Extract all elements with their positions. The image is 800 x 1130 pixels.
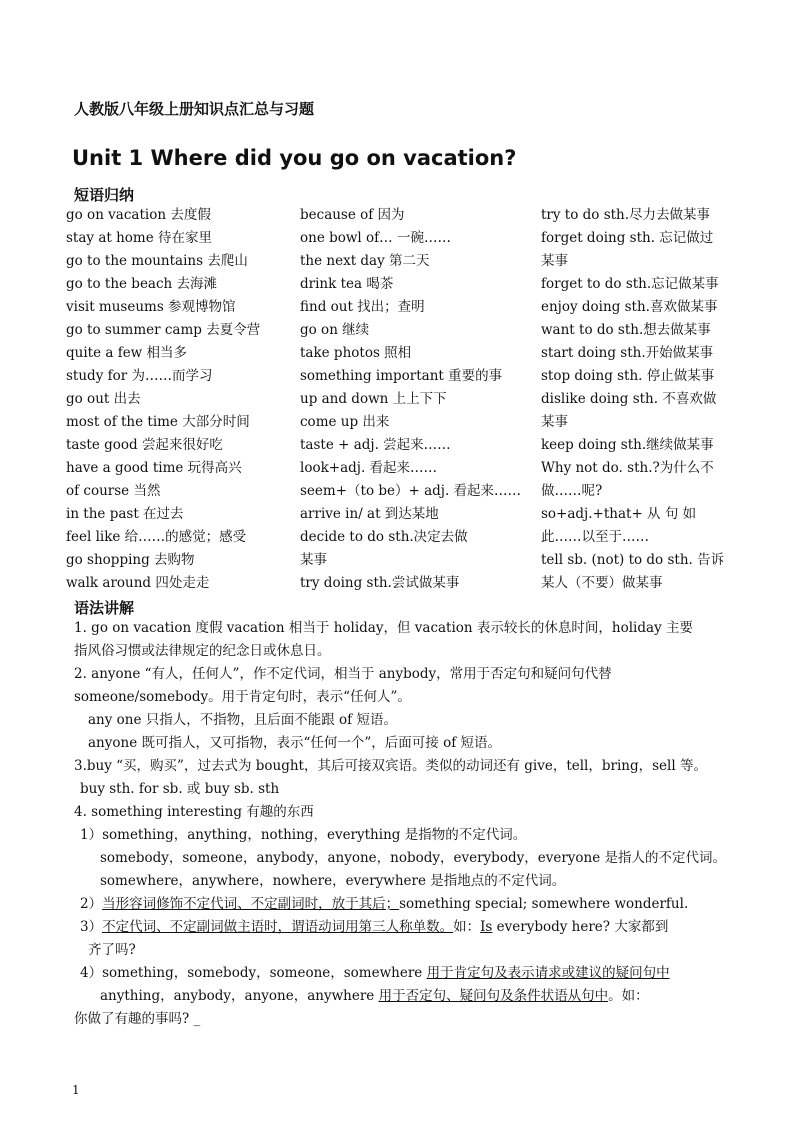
phrase-item: feel like 给……的感觉；感受 [66,529,247,545]
grammar-item-4-4b-underlined: 用于否定句、疑问句及条件状语从句中 [378,988,609,1004]
grammar-item-4-3-prefix: 3） [80,919,103,935]
grammar-item-1-line-b: 指风俗习惯或法律规定的纪念日或休息日。 [74,643,331,659]
phrase-item: forget doing sth. 忘记做过 [541,230,714,246]
phrase-item: dislike doing sth. 不喜欢做 [541,391,717,407]
grammar-item-4-2 [80,893,688,916]
grammar-item-4-1-line-b: somebody，someone，anybody，anyone，nobody，everybody，everyone 是指人的不定代词。 [100,850,727,866]
document-title: 人教版八年级上册知识点汇总与习题 [74,100,315,118]
phrase-item: decide to do sth.决定去做 [300,529,468,545]
phrase-item: most of the time 大部分时间 [66,414,250,430]
grammar-item-4-1-line-c: somewhere，anywhere，nowhere，everywhere 是指地点的不定代词。 [100,873,566,889]
grammar-item-4-3-line-b: 齐了吗? [88,942,136,958]
phrase-item: want to do sth.想去做某事 [541,322,711,338]
phrase-item: something important 重要的事 [300,368,503,384]
grammar-item-4-3 [80,916,668,939]
phrase-item: walk around 四处走走 [66,575,210,591]
phrase-item: start doing sth.开始做某事 [541,345,714,361]
grammar-item-2-line-a: 2. anyone “有人，任何人”，作不定代词，相当于 anybody，常用于否定句和疑问句代替 [74,666,612,682]
phrase-item: come up 出来 [300,414,390,430]
phrase-item: up and down 上上下下 [300,391,447,407]
grammar-item-4-3-mid: 如： [453,919,481,935]
phrase-item: keep doing sth.继续做某事 [541,437,714,453]
phrase-item: take photos 照相 [300,345,412,361]
phrase-item: taste good 尝起来很好吃 [66,437,223,453]
phrase-item: go on 继续 [300,322,370,338]
phrase-item: go out 出去 [66,391,141,407]
phrase-item: 某事 [300,552,327,568]
grammar-item-4-4a-prefix: 4）something，somebody，someone，somewhere [80,965,427,981]
phrase-item: of course 当然 [66,483,161,499]
phrase-item: the next day 第二天 [300,253,430,269]
grammar-item-4-2-underlined: 当形容词修饰不定代词、不定副词时，放于其后； [102,896,400,912]
grammar-item-4-5: 你做了有趣的事吗? _ [74,1011,201,1027]
phrase-item: Why not do. sth.?为什么不 [541,460,714,476]
phrase-item: 某事 [541,253,568,269]
phrase-item: drink tea 喝茶 [300,276,394,292]
phrase-column-1 [66,204,260,595]
grammar-item-2-line-c: any one 只指人，不指物，且后面不能跟 of 短语。 [88,712,397,728]
phrase-item: enjoy doing sth.喜欢做某事 [541,299,718,315]
grammar-item-4-3-underlined: 不定代词、不定副词做主语时，谓语动词用第三人称单数。 [102,919,454,935]
phrase-item: quite a few 相当多 [66,345,188,361]
grammar-item-2-line-b: someone/somebody。用于肯定句时，表示“任何人”。 [74,689,411,705]
phrase-item: in the past 在过去 [66,506,184,522]
grammar-item-4: 4. something interesting 有趣的东西 [74,804,314,820]
phrase-item: 某人（不要）做某事 [541,575,663,591]
phrase-item: 此……以至于…… [541,529,649,545]
phrase-item: try doing sth.尝试做某事 [300,575,460,591]
phrase-column-3 [541,204,724,595]
phrase-item: so+adj.+that+ 从 句 如 [541,506,697,522]
unit-title: Unit 1 Where did you go on vacation? [72,146,517,170]
grammar-item-3-line-b: buy sth. for sb. 或 buy sb. sth [80,781,280,797]
phrase-item: go to summer camp 去夏令营 [66,322,261,338]
grammar-item-4-4a-underlined: 用于肯定句及表示请求或建议的疑问句中 [426,965,670,981]
phrase-item: look+adj. 看起来…… [300,460,438,476]
phrase-item: tell sb. (not) to do sth. 告诉 [541,552,725,568]
phrase-item: go to the beach 去海滩 [66,276,218,292]
grammar-item-4-4b-suffix: 。如： [608,988,649,1004]
grammar-item-4-2-example: something special; somewhere wonderful. [399,896,689,912]
grammar-item-3-line-a: 3.buy “买，购买”，过去式为 bought，其后可接双宾语。类似的动词还有 give，tell，bring，sell 等。 [74,758,707,774]
grammar-item-4-4-line-a [80,962,670,985]
grammar-item-2-line-d: anyone 既可指人，又可指物，表示“任何一个”，后面可接 of 短语。 [88,735,501,751]
grammar-item-4-2-prefix: 2） [80,896,103,912]
page-number: 1 [72,1083,80,1097]
phrase-item: one bowl of… 一碗…… [300,230,451,246]
phrase-item: visit museums 参观博物馆 [66,299,236,315]
phrases-heading: 短语归纳 [74,186,135,204]
grammar-item-4-4b-prefix: anything，anybody，anyone，anywhere [100,988,379,1004]
phrase-item: go to the mountains 去爬山 [66,253,248,269]
phrase-item: study for 为……而学习 [66,368,213,384]
grammar-item-1-line-a: 1. go on vacation 度假 vacation 相当于 holiday，但 vacation 表示较长的休息时间，holiday 主要 [74,620,693,636]
phrase-column-2 [300,204,521,595]
phrase-item: have a good time 玩得高兴 [66,460,242,476]
phrase-item: stop doing sth. 停止做某事 [541,368,715,384]
phrase-item: because of 因为 [300,207,405,223]
phrase-item: try to do sth.尽力去做某事 [541,207,711,223]
grammar-item-4-4-line-b [100,985,649,1008]
grammar-heading: 语法讲解 [74,599,135,617]
phrase-item: arrive in/ at 到达某地 [300,506,439,522]
grammar-item-4-3-is: Is [480,919,493,935]
phrase-item: seem+（to be）+ adj. 看起来…… [300,483,522,499]
phrase-item: find out 找出；查明 [300,299,425,315]
phrase-item: go shopping 去购物 [66,552,195,568]
phrase-item: 做……呢? [541,483,603,499]
phrase-item: 某事 [541,414,568,430]
grammar-item-4-3-example: everybody here? 大家都到 [492,919,669,935]
phrase-item: forget to do sth.忘记做某事 [541,276,719,292]
phrase-item: stay at home 待在家里 [66,230,212,246]
phrase-item: taste + adj. 尝起来…… [300,437,451,453]
phrase-item: go on vacation 去度假 [66,207,211,223]
grammar-item-4-1-line-a: 1）something，anything，nothing，everything 是指物的不定代词。 [80,827,527,843]
